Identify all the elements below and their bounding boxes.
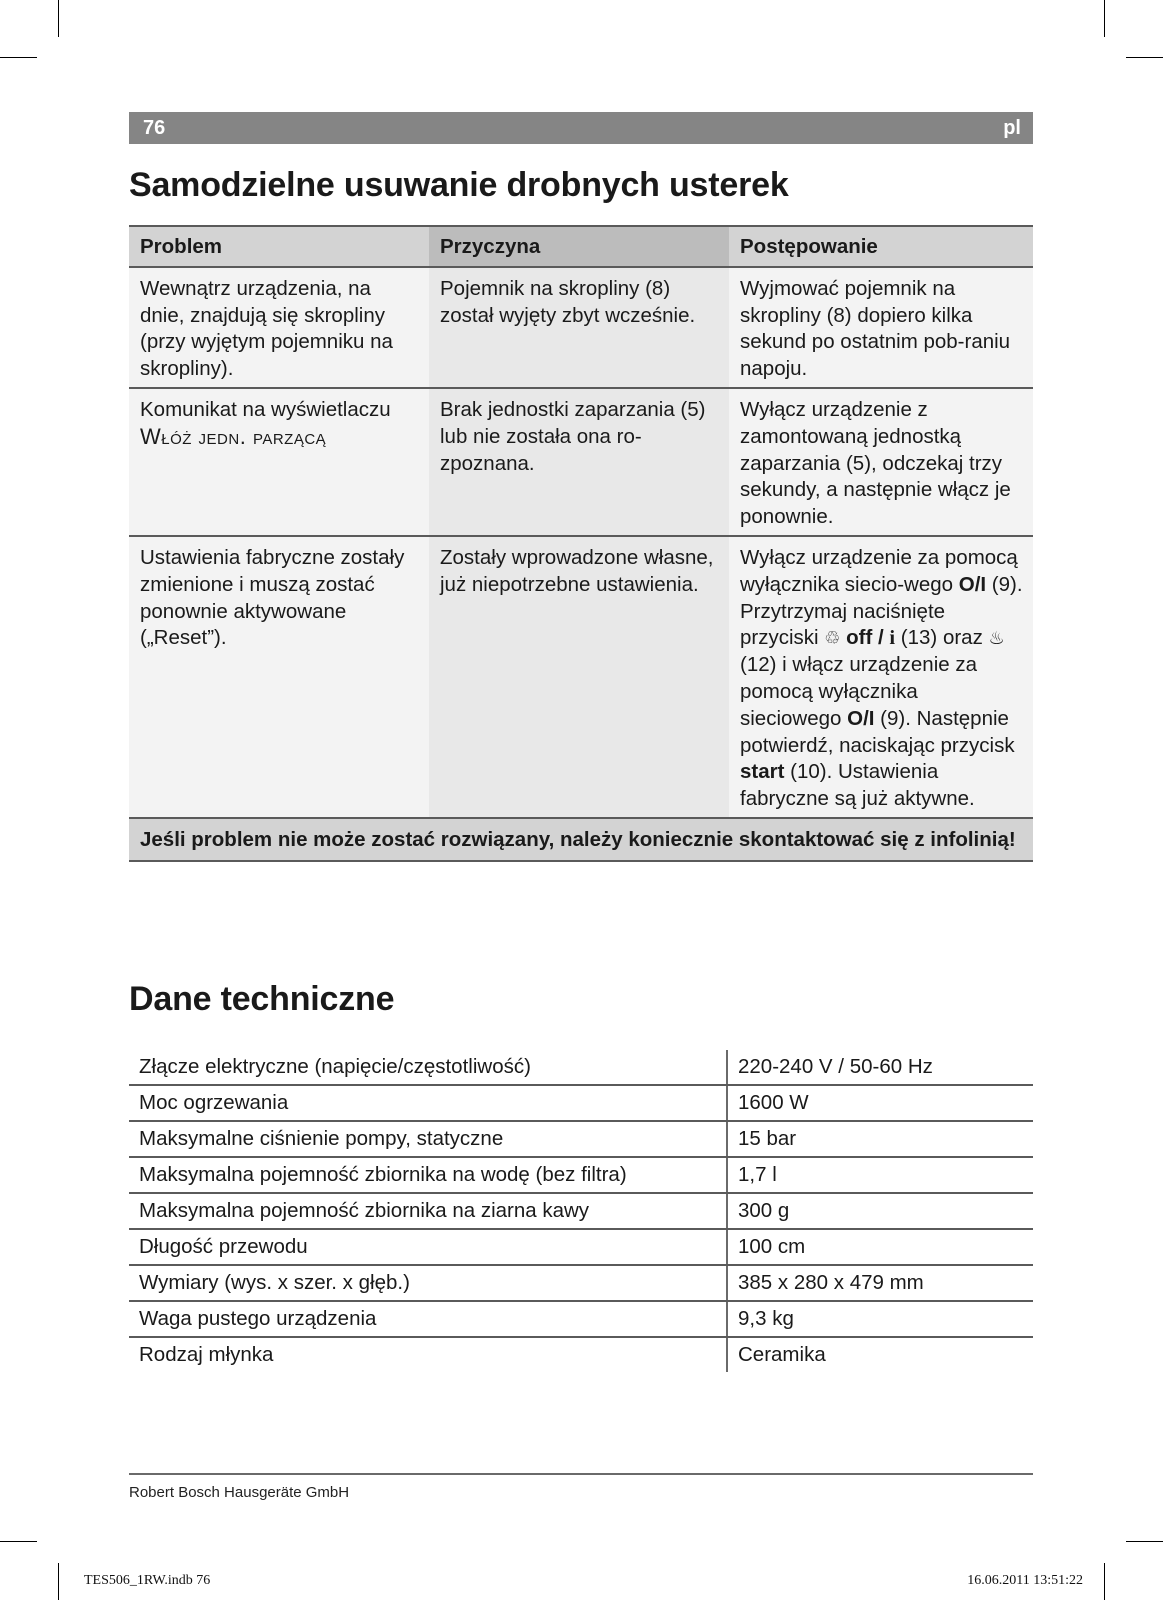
problem-cell (129, 388, 429, 536)
cause-cell: Zostały wprowadzone własne, już niepotrzebne ustawienia. (429, 536, 729, 818)
footer-company: Robert Bosch Hausgeräte GmbH (129, 1484, 350, 1501)
power-switch-label: O/I (958, 572, 987, 596)
spec-label: Maksymalna pojemność zbiornika na ziarna kawy (129, 1193, 727, 1229)
table-row (129, 388, 1033, 536)
table-header-row (129, 226, 1033, 267)
column-header-problem: Problem (129, 226, 429, 267)
table-row (129, 1301, 1033, 1337)
column-header-cause: Przyczyna (429, 226, 729, 267)
print-slug-file: TES506_1RW.indb 76 (84, 1573, 211, 1588)
spec-label: Maksymalna pojemność zbiornika na wodę (bez filtra) (129, 1157, 727, 1193)
hotline-note-row (129, 818, 1033, 861)
display-message: Włóż jedn. parzącą (140, 423, 327, 449)
troubleshooting-title: Samodzielne usuwanie drobnych usterek (129, 166, 789, 204)
spec-label: Złącze elektryczne (napięcie/częstotliwość) (129, 1050, 727, 1085)
language-code: pl (1003, 116, 1021, 139)
spec-label: Moc ogrzewania (129, 1085, 727, 1121)
start-button-label: start (740, 760, 785, 784)
footer-divider (129, 1473, 1033, 1475)
cause-cell: Brak jednostki zaparzania (5) lub nie została ona ro-zpoznana. (429, 388, 729, 536)
table-row (129, 1193, 1033, 1229)
action-text: (12) i włącz urządzenie za pomocą wyłącznika sieciowego (740, 653, 977, 730)
crop-mark (1126, 57, 1163, 58)
action-cell (729, 536, 1033, 818)
crop-mark (0, 1541, 37, 1542)
descale-icon: ♲ (824, 628, 841, 649)
troubleshooting-table (129, 225, 1033, 862)
table-row (129, 1085, 1033, 1121)
table-row (129, 1265, 1033, 1301)
crop-mark (1104, 1563, 1105, 1600)
crop-mark (58, 0, 59, 37)
technical-data-table (129, 1050, 1033, 1372)
info-icon: i (889, 627, 896, 650)
spec-label: Długość przewodu (129, 1229, 727, 1265)
action-text: (9). Przytrzymaj naciśnięte przyciski (740, 572, 1023, 650)
table-row (129, 1337, 1033, 1372)
crop-mark (1104, 0, 1105, 37)
cause-cell: Pojemnik na skropliny (8) został wyjęty zbyt wcześnie. (429, 267, 729, 388)
technical-data-title: Dane techniczne (129, 980, 395, 1018)
table-row (129, 1121, 1033, 1157)
table-row (129, 1050, 1033, 1085)
spec-label: Waga pustego urządzenia (129, 1301, 727, 1337)
action-cell: Wyłącz urządzenie z zamontowaną jednostką zaparzania (5), odczekaj trzy sekundy, a następnie włącz je ponownie. (729, 388, 1033, 536)
spec-value: Ceramika (727, 1337, 1033, 1372)
spec-value: 385 x 280 x 479 mm (727, 1265, 1033, 1301)
action-text: (13) oraz (895, 626, 989, 650)
crop-mark (58, 1563, 59, 1600)
spec-value: 1,7 l (727, 1157, 1033, 1193)
power-switch-label: O/I (847, 706, 875, 730)
problem-text: Komunikat na wyświetlaczu (140, 397, 391, 421)
spec-value: 300 g (727, 1193, 1033, 1229)
spec-value: 220-240 V / 50-60 Hz (727, 1050, 1033, 1085)
steam-icon: ♨ (988, 628, 1005, 649)
action-text: Wyłącz urządzenie za pomocą wyłącznika siecio-wego (740, 545, 1018, 596)
action-text: (10). Ustawienia fabryczne są już aktywne. (740, 760, 975, 811)
column-header-action: Postępowanie (729, 226, 1033, 267)
spec-value: 1600 W (727, 1085, 1033, 1121)
table-row (129, 536, 1033, 818)
spec-value: 9,3 kg (727, 1301, 1033, 1337)
spec-label: Maksymalne ciśnienie pompy, statyczne (129, 1121, 727, 1157)
problem-cell: Ustawienia fabryczne zostały zmienione i muszą zostać ponownie aktywowane („Reset”). (129, 536, 429, 818)
print-slug-date: 16.06.2011 13:51:22 (967, 1573, 1083, 1588)
hotline-note: Jeśli problem nie może zostać rozwiązany, należy koniecznie skontaktować się z infolinią! (129, 818, 1033, 861)
spec-label: Rodzaj młynka (139, 1343, 274, 1366)
problem-cell: Wewnątrz urządzenia, na dnie, znajdują się skropliny (przy wyjętym pojemniku na skropliny). (129, 267, 429, 388)
page-number: 76 (143, 116, 166, 139)
table-row (129, 1157, 1033, 1193)
off-button-label: off / (840, 626, 890, 650)
page-header-bar (129, 112, 1033, 144)
crop-mark (0, 57, 37, 58)
table-row (129, 267, 1033, 388)
spec-value: 100 cm (727, 1229, 1033, 1265)
action-text: (9). Następnie potwierdź, naciskając przycisk (740, 706, 1015, 757)
spec-value: 15 bar (727, 1121, 1033, 1157)
crop-mark (1126, 1541, 1163, 1542)
table-row (129, 1229, 1033, 1265)
action-cell: Wyjmować pojemnik na skropliny (8) dopiero kilka sekund po ostatnim pob-raniu napoju. (729, 267, 1033, 388)
spec-label: Wymiary (wys. x szer. x głęb.) (129, 1265, 727, 1301)
